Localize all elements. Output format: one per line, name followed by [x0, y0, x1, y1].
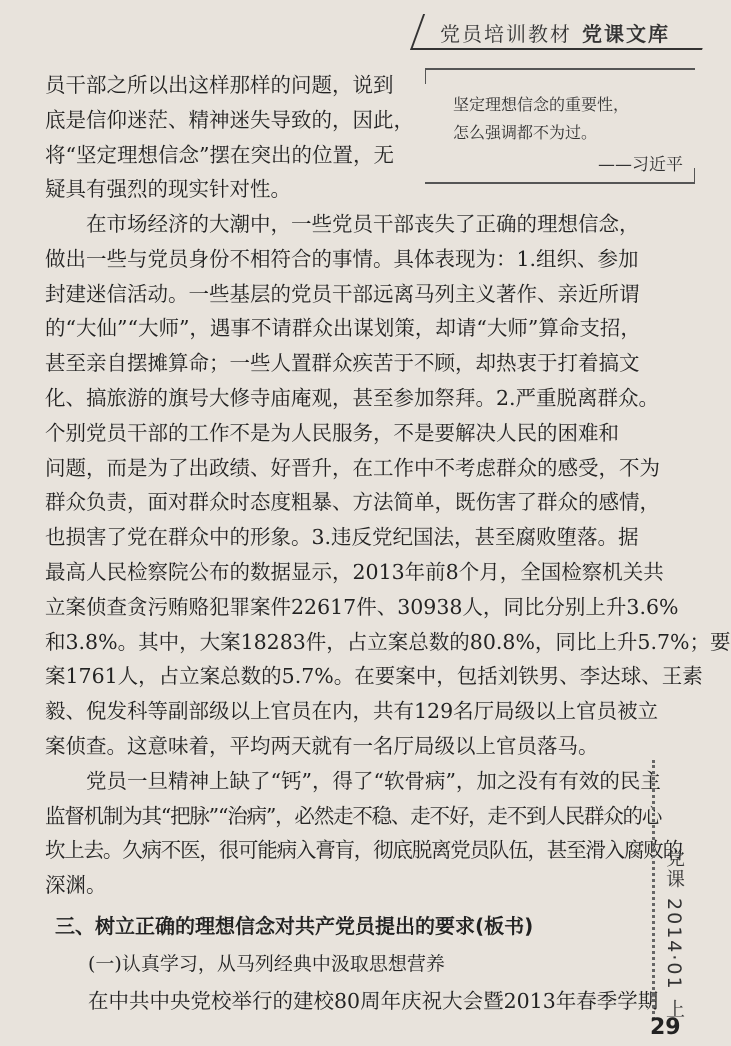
side-label: 党课 2014·01 上: [663, 848, 685, 1020]
text-line: 在市场经济的大潮中，一些党员干部丧失了正确的理想信念，: [45, 212, 640, 236]
header-series: 党员培训教材: [440, 22, 572, 46]
running-header: [0, 0, 713, 52]
text-line: 也损害了党在群众中的形象。3.违反党纪国法，甚至腐败堕落。据: [45, 525, 639, 550]
text-line: 的“大仙”“大师”，遇事不请群众出谋划策，却请“大师”算命支招，: [45, 316, 641, 341]
text-line: 问题，而是为了出政绩、好晋升，在工作中不考虑群众的感受，不为: [45, 455, 660, 480]
text-line: 坎上去。久病不医，很可能病入膏肓，彻底脱离党员队伍，甚至滑入腐败的: [45, 838, 682, 863]
text-line: 案1761人，占立案总数的5.7%。在要案中，包括刘铁男、李达球、王素: [45, 664, 703, 689]
text-line: 群众负责，面对群众时态度粗暴、方法简单，既伤害了群众的感情，: [45, 490, 660, 515]
text-line: 和3.8%。其中，大案18283件，占立案总数的80.8%，同比上升5.7%；要: [45, 629, 731, 654]
text-line: 在中共中央党校举行的建校80周年庆祝大会暨2013年春季学期: [88, 989, 659, 1013]
quote-line-1: 坚定理想信念的重要性，: [453, 95, 630, 114]
section-heading: 三、树立正确的理想信念对共产党员提出的要求(板书): [55, 914, 534, 938]
text-line: 甚至亲自摆摊算命；一些人置群众疾苦于不顾，却热衷于打着搞文: [45, 351, 640, 376]
text-line: 做出一些与党员身份不相符合的事情。具体表现为：1.组织、参加: [45, 246, 639, 271]
text-line: 化、搞旅游的旗号大修寺庙庵观，甚至参加祭拜。2.严重脱离群众。: [45, 385, 660, 410]
text-line: 深渊。: [45, 873, 107, 898]
text-line: 封建迷信活动。一些基层的党员干部远离马列主义著作、亲近所谓: [45, 281, 640, 306]
side-tab: [652, 760, 705, 1020]
text-line: 党员一旦精神上缺了“钙”，得了“软骨病”，加之没有有效的民主: [45, 768, 661, 793]
page-number: 29: [650, 1015, 681, 1040]
text-line: 个别党员干部的工作不是为人民服务，不是要解决人民的困难和: [45, 420, 619, 445]
header-label: [440, 18, 670, 47]
text-line: 底是信仰迷茫、精神迷失导致的，因此，: [45, 107, 414, 132]
quote-author: ——习近平: [598, 155, 683, 175]
header-brand: 党课文库: [582, 22, 670, 46]
text-line: 立案侦查贪污贿赂犯罪案件22617件、30938人，同比分别上升3.6%: [45, 594, 679, 619]
text-line: 将“坚定理想信念”摆在突出的位置，无: [45, 142, 394, 167]
text-line: 毅、倪发科等副部级以上官员在内，共有129名厅局级以上官员被立: [45, 699, 659, 724]
text-line: 员干部之所以出这样那样的问题，说到: [45, 73, 394, 97]
quote-box: [425, 68, 695, 184]
subsection-heading: (一)认真学习，从马列经典中汲取思想营养: [88, 953, 445, 975]
main-body: [45, 207, 731, 903]
text-line: 监督机制为其“把脉”“治病”，必然走不稳、走不好，走不到人民群众的心: [45, 803, 662, 828]
text-line: 最高人民检察院公布的数据显示，2013年前8个月，全国检察机关共: [45, 559, 664, 584]
text-line: 案侦查。这意味着，平均两天就有一名厅局级以上官员落马。: [45, 733, 599, 758]
text-line: 疑具有强烈的现实针对性。: [45, 177, 291, 202]
top-paragraph: [45, 68, 415, 207]
quote-line-2: 怎么强调都不为过。: [453, 123, 598, 142]
